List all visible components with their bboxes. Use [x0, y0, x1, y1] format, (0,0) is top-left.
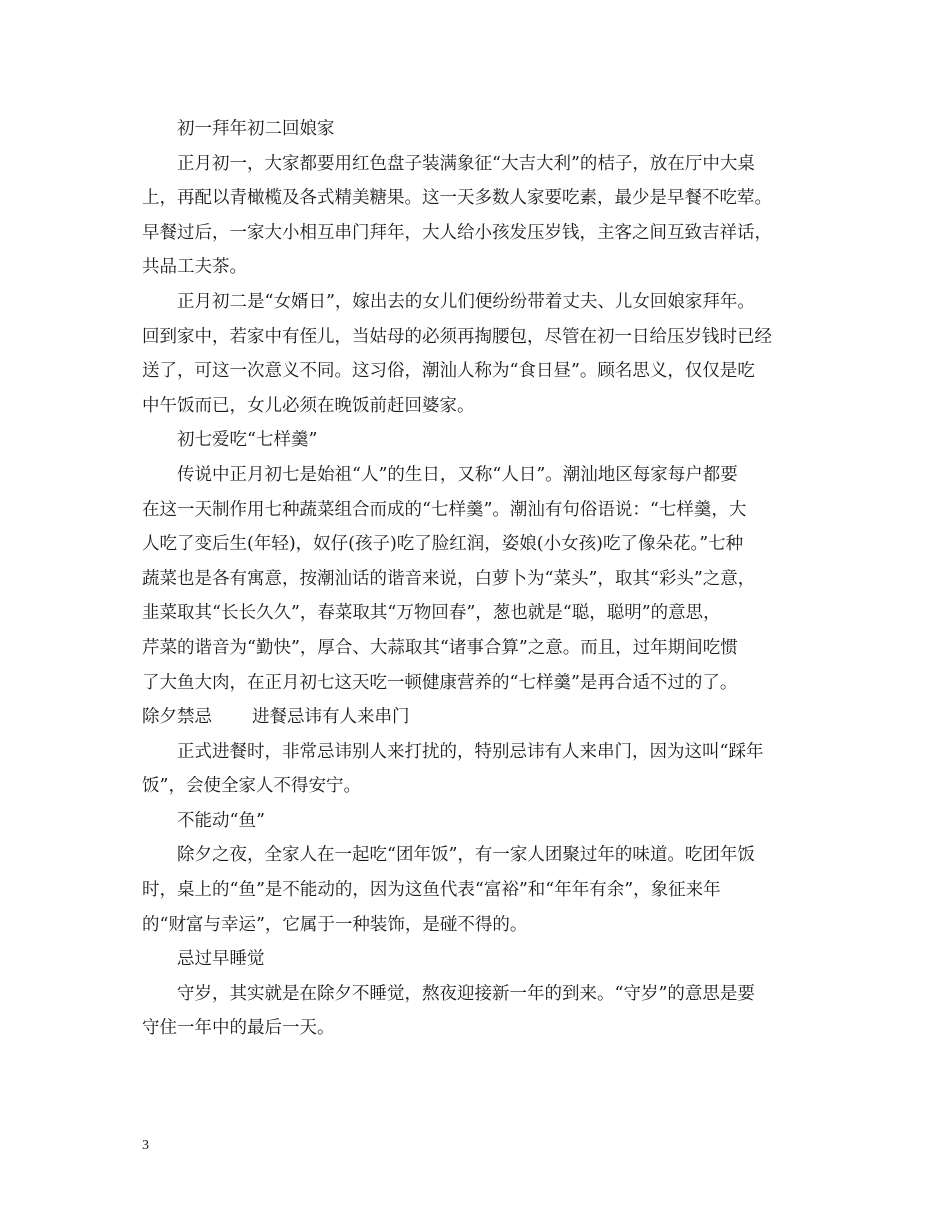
paragraph-line: 传说中正月初七是始祖“人”的生日，又称“人日”。潮汕地区每家每户都要 — [177, 464, 738, 485]
paragraph-line: 时，桌上的“鱼”是不能动的，因为这鱼代表“富裕”和“年年有余”，象征来年 — [142, 880, 721, 901]
document-page — [142, 112, 822, 1046]
paragraph-line: 除夕之夜，全家人在一起吃“团年饭”，有一家人团聚过年的味道。吃团年饭 — [177, 845, 755, 866]
paragraph-line: 芹菜的谐音为“勤快”，厚合、大蒜取其“诸事合算”之意。而且，过年期间吃惯 — [142, 637, 738, 658]
paragraph-line: 人吃了变后生(年轻)，奴仔(孩子)吃了脸红润，姿娘(小女孩)吃了像朵花。”七种 — [142, 534, 744, 555]
subheading-seven-vegetable-soup: 初七爱吃“七样羹” — [177, 430, 318, 451]
paragraph-line: 的“财富与幸运”，它属于一种装饰，是碰不得的。 — [142, 914, 528, 935]
section-heading-title: 除夕禁忌 — [142, 707, 212, 728]
paragraph-line: 守住一年中的最后一天。 — [142, 1018, 335, 1039]
section-heading-new-years-eve-taboos — [142, 700, 822, 735]
page-number: 3 — [142, 1138, 149, 1153]
paragraph-line: 早餐过后，一家大小相互串门拜年，大人给小孩发压岁钱，主客之间互致吉祥话， — [142, 222, 772, 243]
subheading-no-early-sleep: 忌过早睡觉 — [177, 949, 265, 970]
paragraph-line: 中午饭而已，女儿必须在晚饭前赶回婆家。 — [142, 395, 475, 416]
paragraph-line: 饭”，会使全家人不得安宁。 — [142, 776, 361, 797]
subheading-dont-touch-fish: 不能动“鱼” — [177, 810, 265, 831]
paragraph-line: 回到家中，若家中有侄儿，当姑母的必须再掏腰包，尽管在初一日给压岁钱时已经 — [142, 326, 772, 347]
paragraph-line: 正月初二是“女婿日”，嫁出去的女儿们便纷纷带着丈夫、儿女回娘家拜年。 — [177, 291, 755, 312]
section-heading-subtitle: 进餐忌讳有人来串门 — [252, 707, 410, 728]
paragraph-line: 上，再配以青橄榄及各式精美糖果。这一天多数人家要吃素，最少是早餐不吃荤。 — [142, 188, 772, 209]
paragraph-line: 了大鱼大肉，在正月初七这天吃一顿健康营养的“七样羹”是再合适不过的了。 — [142, 672, 738, 693]
paragraph-line: 韭菜取其“长长久久”，春菜取其“万物回春”，葱也就是“聪，聪明”的意思， — [142, 603, 721, 624]
paragraph-line: 在这一天制作用七种蔬菜组合而成的“七样羹”。潮汕有句俗语说：“七样羹，大 — [142, 499, 747, 520]
paragraph-line: 共品工夫茶。 — [142, 257, 247, 278]
paragraph-line: 蔬菜也是各有寓意，按潮汕话的谐音来说，白萝卜为“菜头”，取其“彩头”之意， — [142, 568, 756, 589]
paragraph-line: 正式进餐时，非常忌讳别人来打扰的，特别忌讳有人来串门，因为这叫“踩年 — [177, 741, 764, 762]
paragraph-line: 正月初一，大家都要用红色盘子装满象征“大吉大利”的桔子，放在厅中大桌 — [177, 153, 755, 174]
subheading-new-year-visits: 初一拜年初二回娘家 — [177, 119, 335, 139]
paragraph-line: 守岁，其实就是在除夕不睡觉，熬夜迎接新一年的到来。“守岁”的意思是要 — [177, 983, 755, 1004]
paragraph-line: 送了，可这一次意义不同。这习俗，潮汕人称为“食日昼”。顾名思义，仅仅是吃 — [142, 361, 755, 382]
